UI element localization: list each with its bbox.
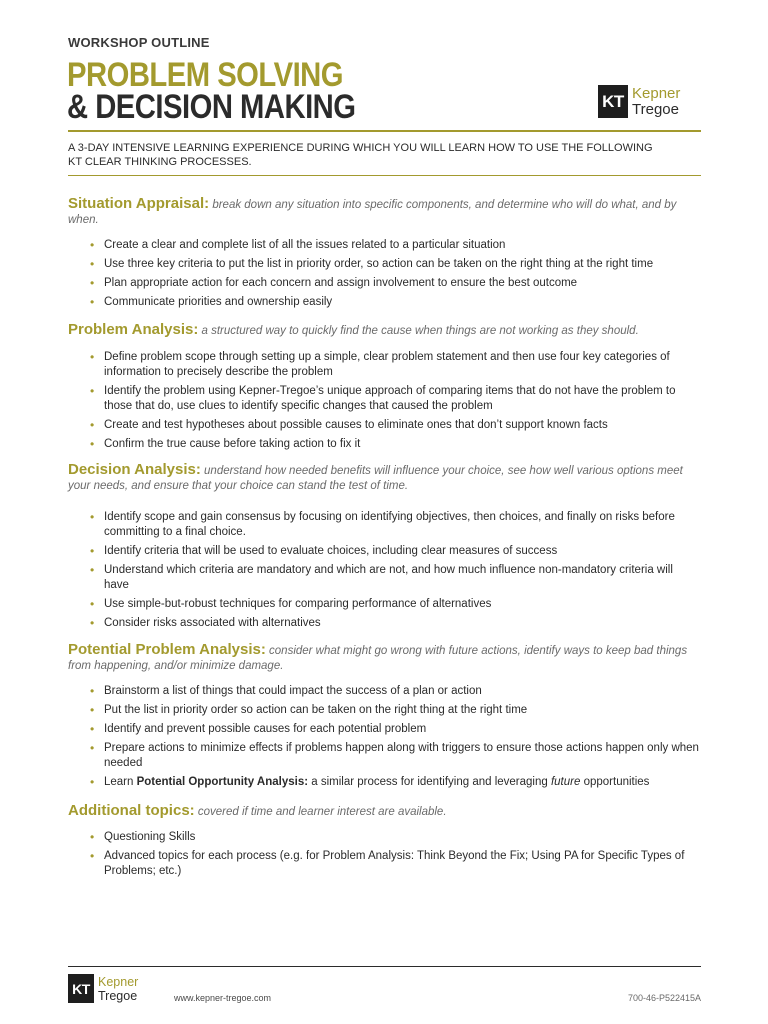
logo-word-tregoe: Tregoe [632,100,679,118]
logo-word-kepner: Kepner [98,974,139,989]
footer-divider [68,966,701,967]
list-item: • Consider risks associated with alternatives [68,616,701,631]
item-prefix: Learn [104,776,137,788]
document-page [68,0,701,1024]
section-heading [68,322,701,339]
section-heading [68,196,701,228]
page-title-line2: & DECISION MAKING [67,88,356,126]
section-description: understand how needed benefits will influence your choice, see how well various options meet your needs, and ensure that your choice can stand the test of time. [68,465,683,492]
section-description: a structured way to quickly find the cause when things are not working as they should. [198,325,639,337]
section-title: Problem Analysis: [68,321,199,338]
list-item: • Questioning Skills [68,830,701,845]
intro-text: A 3-DAY INTENSIVE LEARNING EXPERIENCE DURING WHICH YOU WILL LEARN HOW TO USE THE FOLLOWING KT CLEAR THINKING PROCESSES. [68,142,653,168]
list-item-potential-opportunity [68,775,701,790]
section-description: break down any situation into specific components, and determine who will do what, and by when. [68,199,677,226]
bullet-list [68,830,701,879]
list-item: • Use simple-but-robust techniques for comparing performance of alternatives [68,597,701,612]
section-decision-analysis [68,462,701,631]
footer-document-code: 700-46-P522415A [627,993,701,1003]
footer-website-link[interactable]: www.kepner-tregoe.com [174,993,272,1003]
kt-logo-mark: KT [68,974,94,1003]
list-item: • Advanced topics for each process (e.g. for Problem Analysis: Think Beyond the Fix; Using PA for Specific Types of Problems; etc.) [68,849,701,879]
logo-word-tregoe: Tregoe [98,988,138,1003]
section-problem-analysis [68,322,701,452]
section-description: covered if time and learner interest are available. [194,806,447,818]
section-description: consider what might go wrong with future actions, identify ways to keep bad things from happening, and/or minimize damage. [68,645,688,672]
section-heading [68,462,701,494]
list-item: • Prepare actions to minimize effects if problems happen along with triggers to ensure those actions happen only when needed [68,741,701,771]
intro-divider [68,175,701,176]
list-item: • Plan appropriate action for each concern and assign involvement to ensure the best outcome [68,276,701,291]
item-suffix: opportunities [580,776,650,788]
bullet-list [68,684,701,790]
section-title: Situation Appraisal: [68,195,210,212]
kt-logo-wordmark [632,86,680,118]
section-situation-appraisal [68,196,701,310]
item-middle: a similar process for identifying and leveraging [308,776,551,788]
list-item: • Identify and prevent possible causes for each potential problem [68,722,701,737]
list-item: • Understand which criteria are mandatory and which are not, and how much influence non-mandatory criteria will have [68,563,701,593]
list-item: • Put the list in priority order so action can be taken on the right thing at the right time [68,703,701,718]
list-item: • Create a clear and complete list of all the issues related to a particular situation [68,238,701,253]
list-item: • Identify scope and gain consensus by focusing on identifying objectives, then choices, and finally on risks before committing to a final choice. [68,510,701,540]
header-divider [68,130,701,132]
kt-logo-header [598,85,680,118]
kt-logo-footer [68,974,138,1003]
section-additional-topics [68,803,701,879]
item-italic-term: future [550,776,581,788]
list-item: • Confirm the true cause before taking action to fix it [68,437,701,452]
list-item: • Communicate priorities and ownership easily [68,295,701,310]
kt-logo-wordmark [98,975,138,1003]
list-item: • Use three key criteria to put the list in priority order, so action can be taken on the right thing at the right time [68,257,701,272]
section-title: Additional topics: [68,802,195,819]
bullet-list [68,350,701,452]
eyebrow-label: WORKSHOP OUTLINE [68,35,210,50]
section-potential-problem-analysis [68,642,701,790]
list-item: • Brainstorm a list of things that could impact the success of a plan or action [68,684,701,699]
section-heading [68,803,701,820]
item-bold-term: Potential Opportunity Analysis: [136,776,309,788]
list-item: • Create and test hypotheses about possible causes to eliminate ones that don’t support known facts [68,418,701,433]
logo-word-kepner: Kepner [632,84,681,102]
bullet-list [68,238,701,310]
list-item: • Identify criteria that will be used to evaluate choices, including clear measures of success [68,544,701,559]
section-title: Decision Analysis: [68,461,201,478]
page-title-line1: PROBLEM SOLVING [67,56,344,94]
list-item: • Identify the problem using Kepner-Tregoe’s unique approach of comparing items that do not have the problem to those that do, use clues to identify specific changes that caused the problem [68,384,701,414]
list-item: • Define problem scope through setting up a simple, clear problem statement and then use four key categories of information to precisely describe the problem [68,350,701,380]
section-title: Potential Problem Analysis: [68,641,266,658]
kt-logo-mark: KT [598,85,628,118]
section-heading [68,642,701,674]
bullet-list [68,510,701,631]
